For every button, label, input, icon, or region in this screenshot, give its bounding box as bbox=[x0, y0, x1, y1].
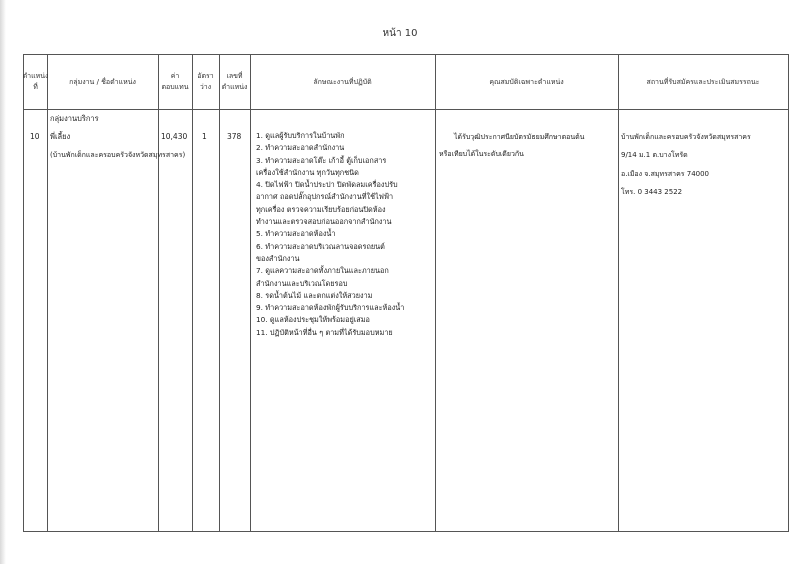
duty-line: 7. ดูแลความสะอาดทั้งภายในและภายนอก bbox=[256, 266, 389, 276]
page-number: หน้า 10 bbox=[382, 28, 418, 39]
vacancy-value: 1 bbox=[202, 132, 207, 141]
duty-line: 11. ปฏิบัติหน้าที่อื่น ๆ ตามที่ได้รับมอบหมาย bbox=[256, 327, 393, 337]
duty-line: อากาศ ถอดปลั๊กอุปกรณ์สำนักงานที่ใช้ไฟฟ้า bbox=[256, 192, 394, 202]
header-duties: ลักษณะงานที่ปฏิบัติ bbox=[313, 77, 372, 86]
location-line: บ้านพักเด็กและครอบครัวจังหวัดสมุทรสาคร bbox=[621, 133, 751, 141]
pay-value: 10,430 bbox=[161, 132, 188, 141]
position-no: 10 bbox=[30, 132, 40, 141]
column-divider bbox=[250, 55, 251, 531]
duty-line: 5. ทำความสะอาดห้องน้ำ bbox=[256, 229, 336, 239]
location-line: โทร. 0 3443 2522 bbox=[621, 188, 683, 196]
duty-line: ทำงานและตรวจสอบก่อนออกจากสำนักงาน bbox=[256, 217, 392, 227]
location-line: อ.เมือง จ.สมุทรสาคร 74000 bbox=[621, 170, 710, 178]
duty-line: ของสำนักงาน bbox=[256, 253, 300, 263]
header-location: สถานที่รับสมัครและประเมินสมรรถนะ bbox=[646, 77, 760, 86]
duty-line: ทุกเครื่อง ตรวจความเรียบร้อยก่อนปิดห้อง bbox=[256, 204, 386, 214]
header-vacancy: อัตราว่าง bbox=[197, 72, 214, 91]
position-table bbox=[23, 54, 789, 532]
duty-line: 2. ทำความสะอาดสำนักงาน bbox=[256, 143, 345, 153]
duty-line: 3. ทำความสะอาดโต๊ะ เก้าอี้ ตู้เก็บเอกสาร bbox=[256, 155, 387, 165]
duty-line: 9. ทำความสะอาดห้องพักผู้รับบริการและห้องน้ำ bbox=[256, 303, 405, 313]
location-line: 9/14 ม.1 ต.บางโทรัด bbox=[621, 151, 688, 159]
column-divider bbox=[192, 55, 193, 531]
duty-line: 10. ดูแลห้องประชุมให้พร้อมอยู่เสมอ bbox=[256, 315, 370, 325]
position-id-value: 378 bbox=[227, 132, 242, 141]
duties-list bbox=[256, 130, 436, 339]
position-title: พี่เลี้ยง bbox=[50, 132, 71, 141]
column-divider bbox=[618, 55, 619, 531]
column-divider bbox=[219, 55, 220, 531]
header-divider bbox=[24, 109, 788, 110]
duty-line: 8. รดน้ำต้นไม้ และตกแต่งให้สวยงาม bbox=[256, 290, 373, 300]
agency-name: (บ้านพักเด็กและครอบครัวจังหวัดสมุทรสาคร) bbox=[50, 151, 186, 159]
column-divider bbox=[158, 55, 159, 531]
column-divider bbox=[47, 55, 48, 531]
duty-line: เครื่องใช้สำนักงาน ทุกวันทุกชนิด bbox=[256, 167, 359, 177]
duty-line: สำนักงานและบริเวณโดยรอบ bbox=[256, 278, 348, 288]
header-pay: ค่าตอบแทน bbox=[161, 72, 189, 91]
header-position-no: ตำแหน่งที่ bbox=[22, 72, 49, 91]
header-qualifications: คุณสมบัติเฉพาะตำแหน่ง bbox=[489, 77, 564, 86]
header-group-position: กลุ่มงาน / ชื่อตำแหน่ง bbox=[69, 77, 136, 86]
duty-line: 6. ทำความสะอาดบริเวณลานจอดรถยนต์ bbox=[256, 241, 385, 251]
group-name: กลุ่มงานบริการ bbox=[50, 114, 99, 123]
qualification-line: ได้รับวุฒิประกาศนียบัตรมัธยมศึกษาตอนต้น bbox=[454, 133, 585, 141]
duty-line: 4. ปิดไฟฟ้า ปิดน้ำประปา ปิดพัดลมเครื่องปรับ bbox=[256, 180, 398, 190]
duty-line: 1. ดูแลผู้รับบริการในบ้านพัก bbox=[256, 131, 345, 140]
scan-edge bbox=[0, 0, 6, 564]
qualification-line: หรือเทียบได้ในระดับเดียวกัน bbox=[439, 150, 524, 158]
header-position-id: เลขที่ตำแหน่ง bbox=[221, 72, 248, 91]
